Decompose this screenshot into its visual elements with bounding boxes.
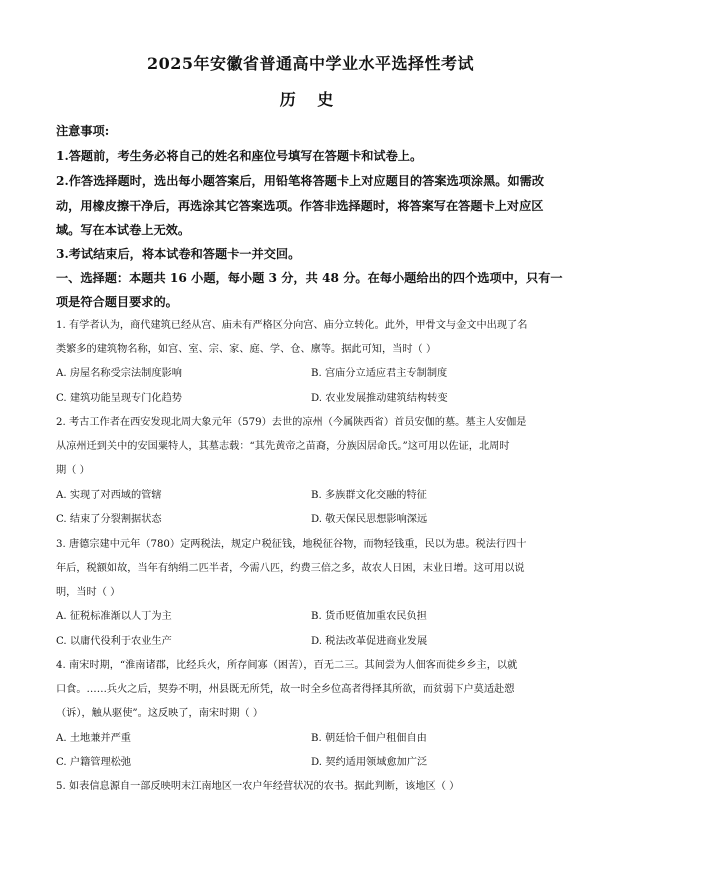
option-a: A. 房屋名称受宗法制度影响	[56, 368, 182, 379]
instruction-line: 动，用橡皮擦干净后，再选涂其它答案选项。作答非选择题时，将答案写在答题卡上对应区	[56, 199, 544, 213]
instruction-line: 域。写在本试卷上无效。	[56, 223, 191, 237]
option-c: C. 建筑功能呈现专门化趋势	[56, 393, 182, 404]
question-stem: （诉），触从驱使”。这反映了，南宋时期（ ）	[56, 708, 264, 719]
question-stem: 年后，税额如故，当年有纳绢二匹半者，今需八匹，约费三倍之多，故农人日困，末业日增。这可用以说	[56, 563, 525, 574]
question-stem: 期（ ）	[56, 465, 90, 476]
section-heading: 项是符合题目要求的。	[56, 295, 178, 309]
instruction-line: 1.答题前，考生务必将自己的姓名和座位号填写在答题卡和试卷上。	[56, 149, 423, 163]
question-stem: 类繁多的建筑物名称，如宫、室、宗、家、庭、学、仓、廪等。据此可知，当时（ ）	[56, 344, 437, 355]
question-stem: 4. 南宋时期，“淮南诸郡，比经兵火，所存间寡（困苦），百无二三。其间尝为人佃客而徙乡乡主，以就	[56, 660, 518, 671]
question-stem: 2. 考古工作者在西安发现北周大象元年（579）去世的凉州（今属陕西省）首员安伽的墓。墓主人安伽是	[56, 417, 527, 428]
option-c: C. 以庸代役利于农业生产	[56, 636, 172, 647]
option-a: A. 征税标准渐以人丁为主	[56, 611, 172, 622]
option-a: A. 土地兼并严重	[56, 733, 131, 744]
option-d: D. 税法改革促进商业发展	[311, 636, 428, 647]
option-b: B. 货币贬值加重农民负担	[311, 611, 427, 622]
question-stem: 5. 如表信息源自一部反映明末江南地区一农户年经营状况的农书。据此判断，该地区（ ）	[56, 781, 460, 792]
instruction-line: 3.考试结束后，将本试卷和答题卡一并交回。	[56, 247, 301, 261]
section-heading: 一、选择题：本题共 16 小题，每小题 3 分，共 48 分。在每小题给出的四个选项中，只有一	[56, 271, 563, 285]
exam-title: 2025年安徽省普通高中学业水平选择性考试	[146, 54, 475, 73]
instruction-line: 2.作答选择题时，选出每小题答案后，用铅笔将答题卡上对应题目的答案选项涂黑。如需改	[56, 174, 545, 188]
option-d: D. 敬天保民思想影响深远	[311, 514, 428, 525]
option-a: A. 实现了对西域的管辖	[56, 490, 162, 501]
option-d: D. 农业发展推动建筑结构转变	[311, 393, 448, 404]
option-c: C. 结束了分裂割据状态	[56, 514, 162, 525]
question-stem: 3. 唐德宗建中元年（780）定两税法，规定户税征钱，地税征谷物，而物轻钱重，民以为患。税法行四十	[56, 539, 527, 550]
question-stem: 明，当时（ ）	[56, 587, 121, 598]
question-stem: 从凉州迁到关中的安国粟特人，其墓志载：“其先黄帝之苗裔，分族因居命氏。”这可用以佐证，北周时	[56, 441, 510, 452]
option-b: B. 多族群文化交融的特征	[311, 490, 427, 501]
option-b: B. 朝廷恰千佃户租佃自由	[311, 733, 427, 744]
question-stem: 1. 有学者认为，商代建筑已经从宫、庙未有严格区分向宫、庙分立转化。此外，甲骨文与金文中出现了名	[56, 320, 528, 331]
option-d: D. 契约适用领域愈加广泛	[311, 757, 428, 768]
exam-subject: 历 史	[279, 90, 342, 109]
option-c: C. 户籍管理松弛	[56, 757, 132, 768]
instructions-heading: 注意事项:	[56, 124, 110, 138]
question-stem: 口食。……兵火之后，契券不明，州县既无所凭，故一时全乡位高者得择其所欲，而贫弱下户莫适赴愬	[56, 684, 515, 695]
option-b: B. 宫庙分立适应君主专制制度	[311, 368, 448, 379]
